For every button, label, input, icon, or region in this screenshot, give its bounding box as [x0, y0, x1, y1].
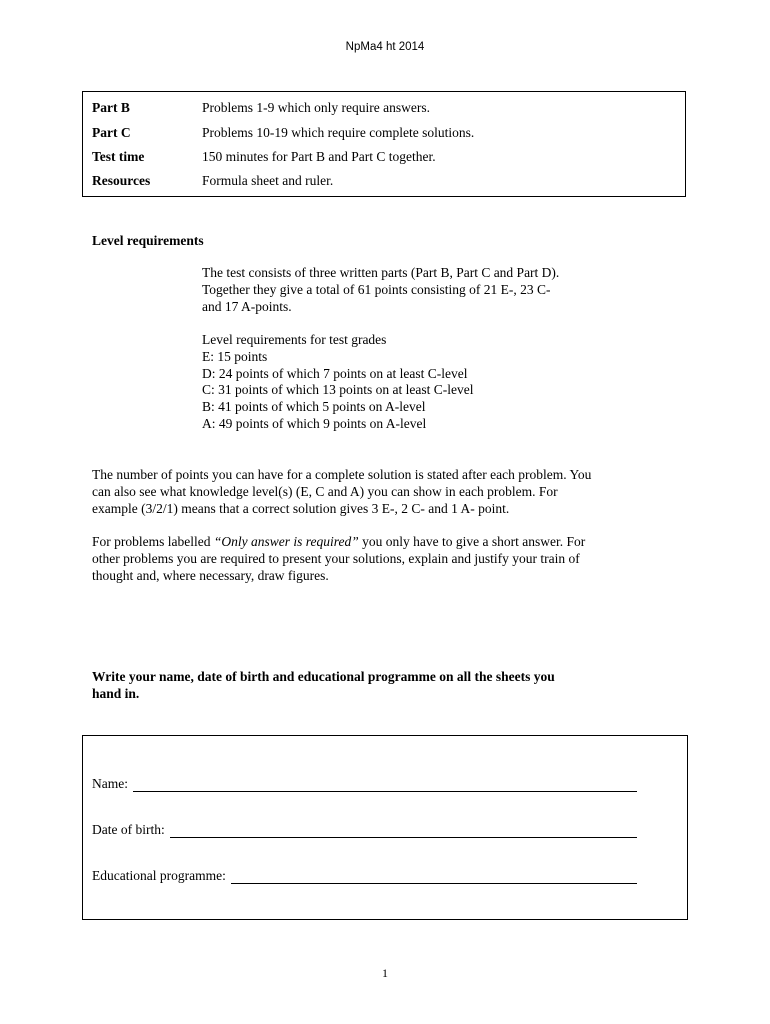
grades-title: Level requirements for test grades: [202, 332, 387, 347]
intro-line: The test consists of three written parts (Part B, Part C and Part D).: [202, 265, 560, 280]
paragraph-text: you only have to give a short answer. For: [358, 534, 586, 549]
page-number: 1: [382, 966, 388, 980]
grade-line: D: 24 points of which 7 points on at least C-level: [202, 365, 468, 381]
name-row: [92, 775, 637, 792]
paragraph-line: example (3/2/1) means that a correct solution gives 3 E-, 2 C- and 1 A- point.: [92, 501, 510, 516]
info-value: 150 minutes for Part B and Part C together.: [202, 149, 436, 164]
paragraph-line: can also see what knowledge level(s) (E, C and A) you can show in each problem. For: [92, 484, 558, 499]
only-answer-label: “Only answer is required”: [213, 534, 359, 549]
paragraph-line: other problems you are required to present your solutions, explain and justify your train of: [92, 551, 580, 566]
dob-field[interactable]: [170, 824, 637, 838]
programme-label: Educational programme:: [92, 868, 226, 883]
dob-row: [92, 821, 637, 838]
paragraph-line: thought and, where necessary, draw figures.: [92, 568, 329, 583]
level-intro: [202, 265, 622, 315]
grade-line: B: 41 points of which 5 points on A-level: [202, 399, 426, 415]
grade-requirements: [202, 332, 622, 433]
intro-line: and 17 A-points.: [202, 298, 292, 314]
info-label: Test time: [92, 149, 145, 164]
student-info-form: [82, 735, 688, 920]
test-info-table: [82, 91, 686, 197]
answer-paragraph: [92, 533, 672, 584]
grade-line: E: 15 points: [202, 348, 268, 364]
paragraph-line: [92, 533, 672, 550]
name-field[interactable]: [133, 778, 637, 792]
paragraph-text: For problems labelled: [92, 534, 214, 549]
programme-field[interactable]: [231, 870, 637, 884]
intro-line: Together they give a total of 61 points consisting of 21 E-, 23 C-: [202, 281, 551, 297]
info-value: Formula sheet and ruler.: [202, 173, 334, 188]
grade-line: A: 49 points of which 9 points on A-level: [202, 415, 427, 431]
level-requirements-heading: Level requirements: [92, 233, 204, 248]
page-header: NpMa4 ht 2014: [345, 41, 425, 53]
info-label: Part B: [92, 100, 130, 115]
info-value: Problems 10-19 which require complete solutions.: [202, 125, 475, 140]
grade-line: C: 31 points of which 13 points on at least C-level: [202, 382, 474, 398]
info-value: Problems 1-9 which only require answers.: [202, 100, 430, 115]
name-label: Name:: [92, 776, 128, 791]
paragraph-line: The number of points you can have for a complete solution is stated after each problem. You: [92, 467, 592, 482]
info-label: Resources: [92, 173, 151, 188]
dob-label: Date of birth:: [92, 822, 165, 837]
info-label: Part C: [92, 125, 131, 140]
instruction-line: Write your name, date of birth and educational programme on all the sheets you: [92, 669, 555, 684]
points-paragraph: [92, 466, 672, 517]
instruction-line: hand in.: [92, 686, 140, 701]
programme-row: [92, 867, 637, 884]
hand-in-instruction: [92, 668, 672, 702]
